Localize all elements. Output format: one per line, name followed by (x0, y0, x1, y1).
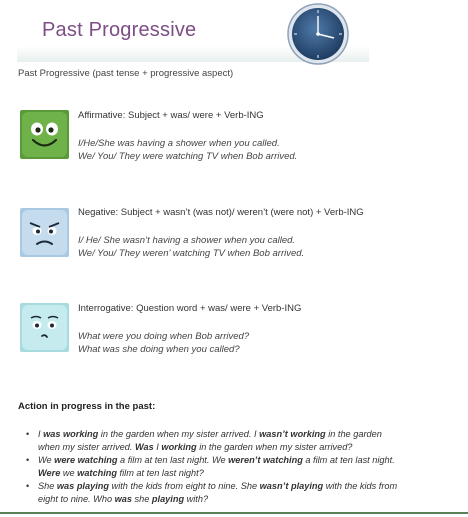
example-text: she (131, 494, 152, 504)
emphasized-verb: playing (151, 494, 185, 504)
emphasized-verb: was working (43, 429, 99, 439)
negative-example: We/ You/ They weren’ watching TV when Bob arrived. (78, 248, 305, 259)
emphasized-verb: watching (77, 468, 117, 478)
negative-example: I/ He/ She wasn’t having a shower when you called. (78, 235, 296, 246)
emphasized-verb: were watching (54, 455, 118, 465)
affirmative-example: I/He/She was having a shower when you called. (78, 138, 280, 149)
example-text: She (38, 481, 57, 491)
section-heading: Action in progress in the past: (18, 401, 156, 412)
list-item (24, 454, 404, 480)
example-text: I (153, 442, 162, 452)
emphasized-verb: wasn’t working (259, 429, 326, 439)
interrogative-rule: Interrogative: Question word + was/ were + Verb-ING (78, 303, 302, 314)
example-text: a film at ten last night. (302, 455, 395, 465)
example-text: We (38, 455, 55, 465)
example-text: I (38, 429, 44, 439)
emphasized-verb: was playing (56, 481, 109, 491)
happy-face-icon (20, 110, 69, 159)
example-text: in the garden when my sister arrived. I (98, 429, 260, 439)
interrogative-example: What was she doing when you called? (78, 344, 240, 355)
emphasized-verb: Was (135, 442, 154, 452)
emphasized-verb: was (114, 494, 132, 504)
example-text: a film at ten last night. We (117, 455, 229, 465)
affirmative-rule: Affirmative: Subject + was/ were + Verb-ING (78, 110, 264, 121)
affirmative-example: We/ You/ They were watching TV when Bob arrived. (78, 151, 298, 162)
emphasized-verb: working (161, 442, 197, 452)
example-text: in the garden when my sister arrived? (196, 442, 353, 452)
page-title: Past Progressive (42, 19, 197, 41)
emphasized-verb: wasn’t playing (259, 481, 324, 491)
example-text: with the kids from eight to nine. Who (38, 481, 398, 504)
angry-face-icon (20, 208, 69, 257)
list-item (24, 428, 404, 454)
divider (0, 512, 468, 514)
clock-icon (286, 2, 350, 66)
emphasized-verb: weren’t watching (228, 455, 303, 465)
emphasized-verb: Were (38, 468, 61, 478)
interrogative-example: What were you doing when Bob arrived? (78, 331, 250, 342)
puzzled-face-icon (20, 303, 69, 352)
example-text: in the garden when my sister arrived. (38, 429, 382, 452)
list-item (24, 480, 404, 506)
usage-list (24, 428, 404, 506)
subtitle: Past Progressive (past tense + progressive aspect) (18, 68, 234, 79)
example-text: film at ten last night? (117, 468, 204, 478)
example-text: with the kids from eight to nine. She (109, 481, 260, 491)
negative-rule: Negative: Subject + wasn’t (was not)/ weren’t (were not) + Verb-ING (78, 207, 364, 218)
example-text: with? (184, 494, 209, 504)
example-text: we (60, 468, 78, 478)
